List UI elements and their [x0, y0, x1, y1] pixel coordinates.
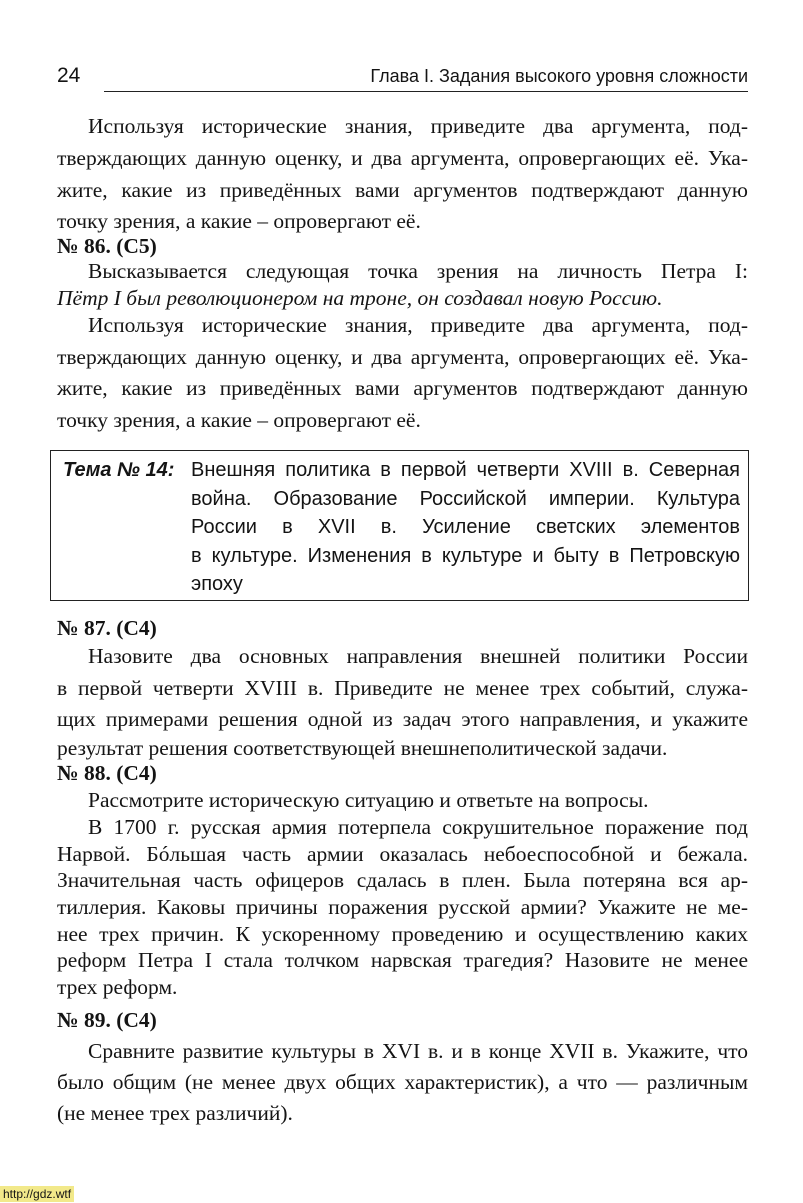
text-line: реформ Петра I стала толчком нарвская трагедия? Назовите не менее — [57, 948, 748, 972]
text-line: Значительная часть офицеров сдалась в плен. Была потеряна вся ар- — [57, 868, 748, 892]
topic-line: России в XVII в. Усиление светских элементов — [191, 516, 740, 538]
text-line: трех реформ. — [57, 975, 178, 999]
text-line: Рассмотрите историческую ситуацию и ответьте на вопросы. — [88, 788, 649, 812]
topic-label: Тема № 14: — [63, 459, 175, 481]
text-line: результат решения соответствующей внешнеполитической задачи. — [57, 736, 668, 760]
topic-line: Внешняя политика в первой четверти XVIII в. Северная — [191, 459, 740, 481]
text-line: (не менее трех различий). — [57, 1101, 293, 1125]
topic-line: в культуре. Изменения в культуре и быту в Петровскую — [191, 545, 740, 567]
task-88-number: № 88. (С4) — [57, 761, 157, 785]
task-86-quote: Пётр I был революционером на троне, он создавал новую Россию. — [57, 286, 663, 310]
text-line: тверждающих данную оценку, и два аргумента, опровергающих её. Ука- — [57, 345, 748, 369]
text-line: жите, какие из приведённых вами аргументов подтверждают данную — [57, 178, 748, 202]
text-line: Нарвой. Бóльшая часть армии оказалась небоеспособной и бежала. — [57, 842, 748, 866]
text-line: Сравните развитие культуры в XVI в. и в конце XVII в. Укажите, что — [88, 1039, 748, 1063]
text-line: точку зрения, а какие – опровергают её. — [57, 209, 421, 233]
chapter-title: Глава I. Задания высокого уровня сложности — [370, 66, 748, 86]
topic-box — [50, 450, 749, 601]
text-line: Используя исторические знания, приведите два аргумента, под- — [88, 313, 748, 337]
text-line: точку зрения, а какие – опровергают её. — [57, 408, 421, 432]
header-divider — [104, 91, 748, 92]
text-line: было общим (не менее двух общих характеристик), а что — различным — [57, 1070, 748, 1094]
page-number: 24 — [57, 64, 81, 87]
text-line: нее трех причин. К ускоренному проведению и осуществлению каких — [57, 922, 748, 946]
topic-line: эпоху — [191, 573, 243, 595]
topic-line: война. Образование Российской империи. Культура — [191, 488, 740, 510]
text-line: Назовите два основных направления внешней политики России — [88, 644, 748, 668]
text-line: жите, какие из приведённых вами аргументов подтверждают данную — [57, 376, 748, 400]
task-86-number: № 86. (С5) — [57, 234, 157, 258]
text-line: Используя исторические знания, приведите два аргумента, под- — [88, 114, 748, 138]
text-line: В 1700 г. русская армия потерпела сокрушительное поражение под — [88, 815, 748, 839]
text-line: тверждающих данную оценку, и два аргумента, опровергающих её. Ука- — [57, 146, 748, 170]
text-line: щих примерами решения одной из задач этого направления, и укажите — [57, 707, 748, 731]
text-line: тиллерия. Каковы причины поражения русской армии? Укажите не ме- — [57, 895, 748, 919]
text-line: Высказывается следующая точка зрения на личность Петра I: — [88, 259, 748, 283]
task-87-number: № 87. (С4) — [57, 616, 157, 640]
text-line: в первой четверти XVIII в. Приведите не менее трех событий, служа- — [57, 676, 748, 700]
watermark-link[interactable]: http://gdz.wtf — [0, 1186, 74, 1202]
task-89-number: № 89. (С4) — [57, 1008, 157, 1032]
